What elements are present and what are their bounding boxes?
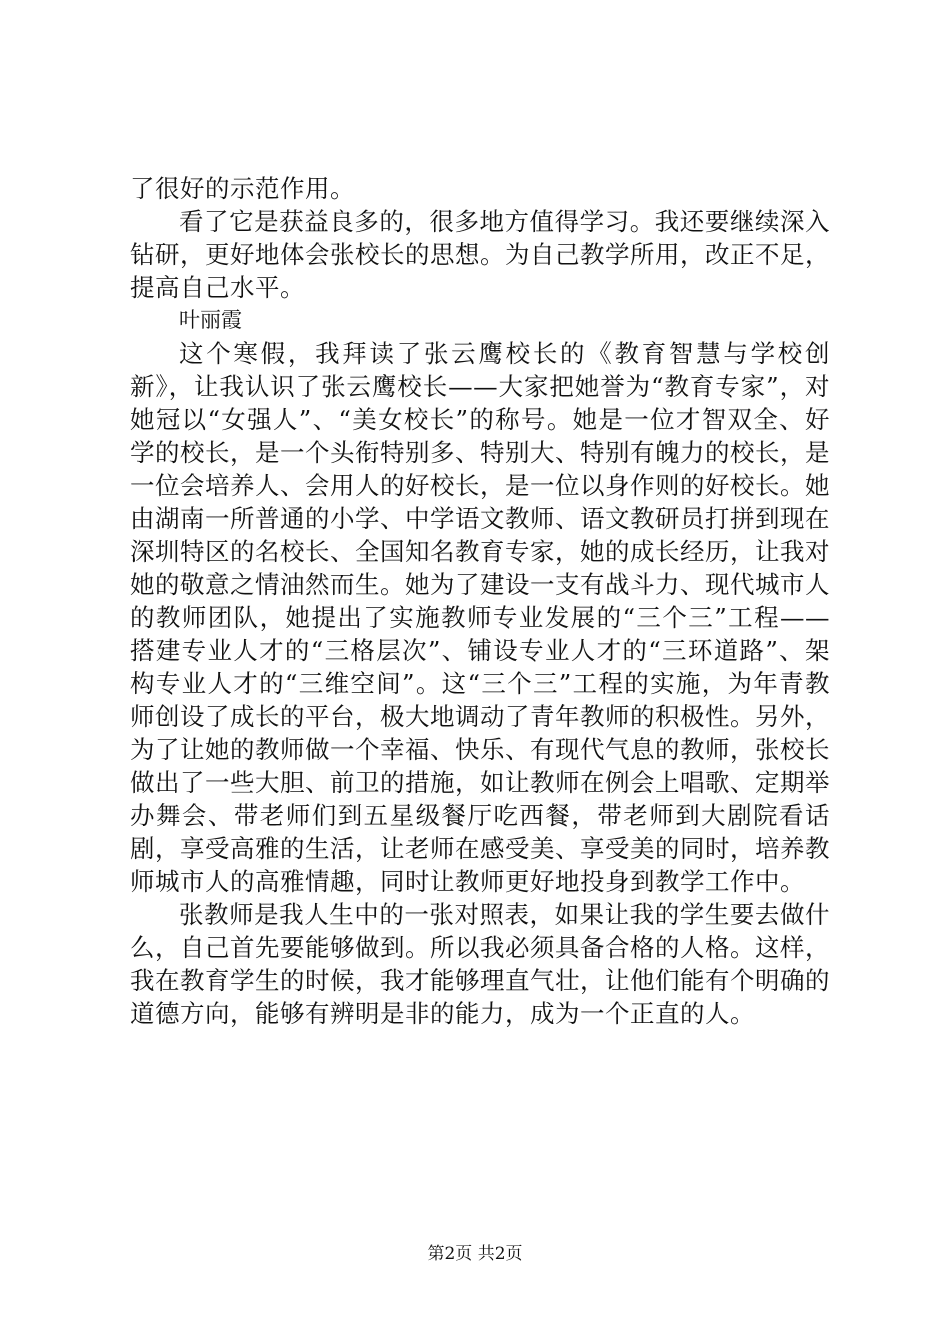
- page-number-footer: 第2页 共2页: [427, 1244, 523, 1264]
- paragraph-reflection: 看了它是获益良多的，很多地方值得学习。我还要继续深入钻研，更好地体会张校长的思想。为自己教学所用，改正不足，提高自己水平。: [130, 207, 830, 302]
- document-body: [130, 172, 830, 1030]
- paragraph-continuation: 了很好的示范作用。: [130, 174, 355, 203]
- paragraph-main-essay: 这个寒假，我拜读了张云鹰校长的《教育智慧与学校创新》，让我认识了张云鹰校长——大家把她誉为“教育专家”，对她冠以“女强人”、“美女校长”的称号。她是一位才智双全、好学的校长，是一个头衔特别多、特别大、特别有魄力的校长，是一位会培养人、会用人的好校长，是一位以身作则的好校长。她由湖南一所普通的小学、中学语文教师、语文教研员打拼到现在深圳特区的名校长、全国知名教育专家，她的成长经历，让我对她的敬意之情油然而生。她为了建设一支有战斗力、现代城市人的教师团队，她提出了实施教师专业发展的“三个三”工程——搭建专业人才的“三格层次”、铺设专业人才的“三环道路”、架构专业人才的“三维空间”。这“三个三”工程的实施，为年青教师创设了成长的平台，极大地调动了青年教师的积极性。另外，为了让她的教师做一个幸福、快乐、有现代气息的教师，张校长做出了一些大胆、前卫的措施，如让教师在例会上唱歌、定期举办舞会、带老师们到五星级餐厅吃西餐，带老师到大剧院看话剧，享受高雅的生活，让老师在感受美、享受美的同时，培养教师城市人的高雅情趣，同时让教师更好地投身到教学工作中。: [130, 339, 830, 896]
- paragraph-conclusion: 张教师是我人生中的一张对照表，如果让我的学生要去做什么，自己首先要能够做到。所以我必须具备合格的人格。这样，我在教育学生的时候，我才能够理直气壮，让他们能有个明确的道德方向，能够有辨明是非的能力，成为一个正直的人。: [130, 900, 830, 1028]
- author-name: 叶丽霞: [179, 308, 242, 332]
